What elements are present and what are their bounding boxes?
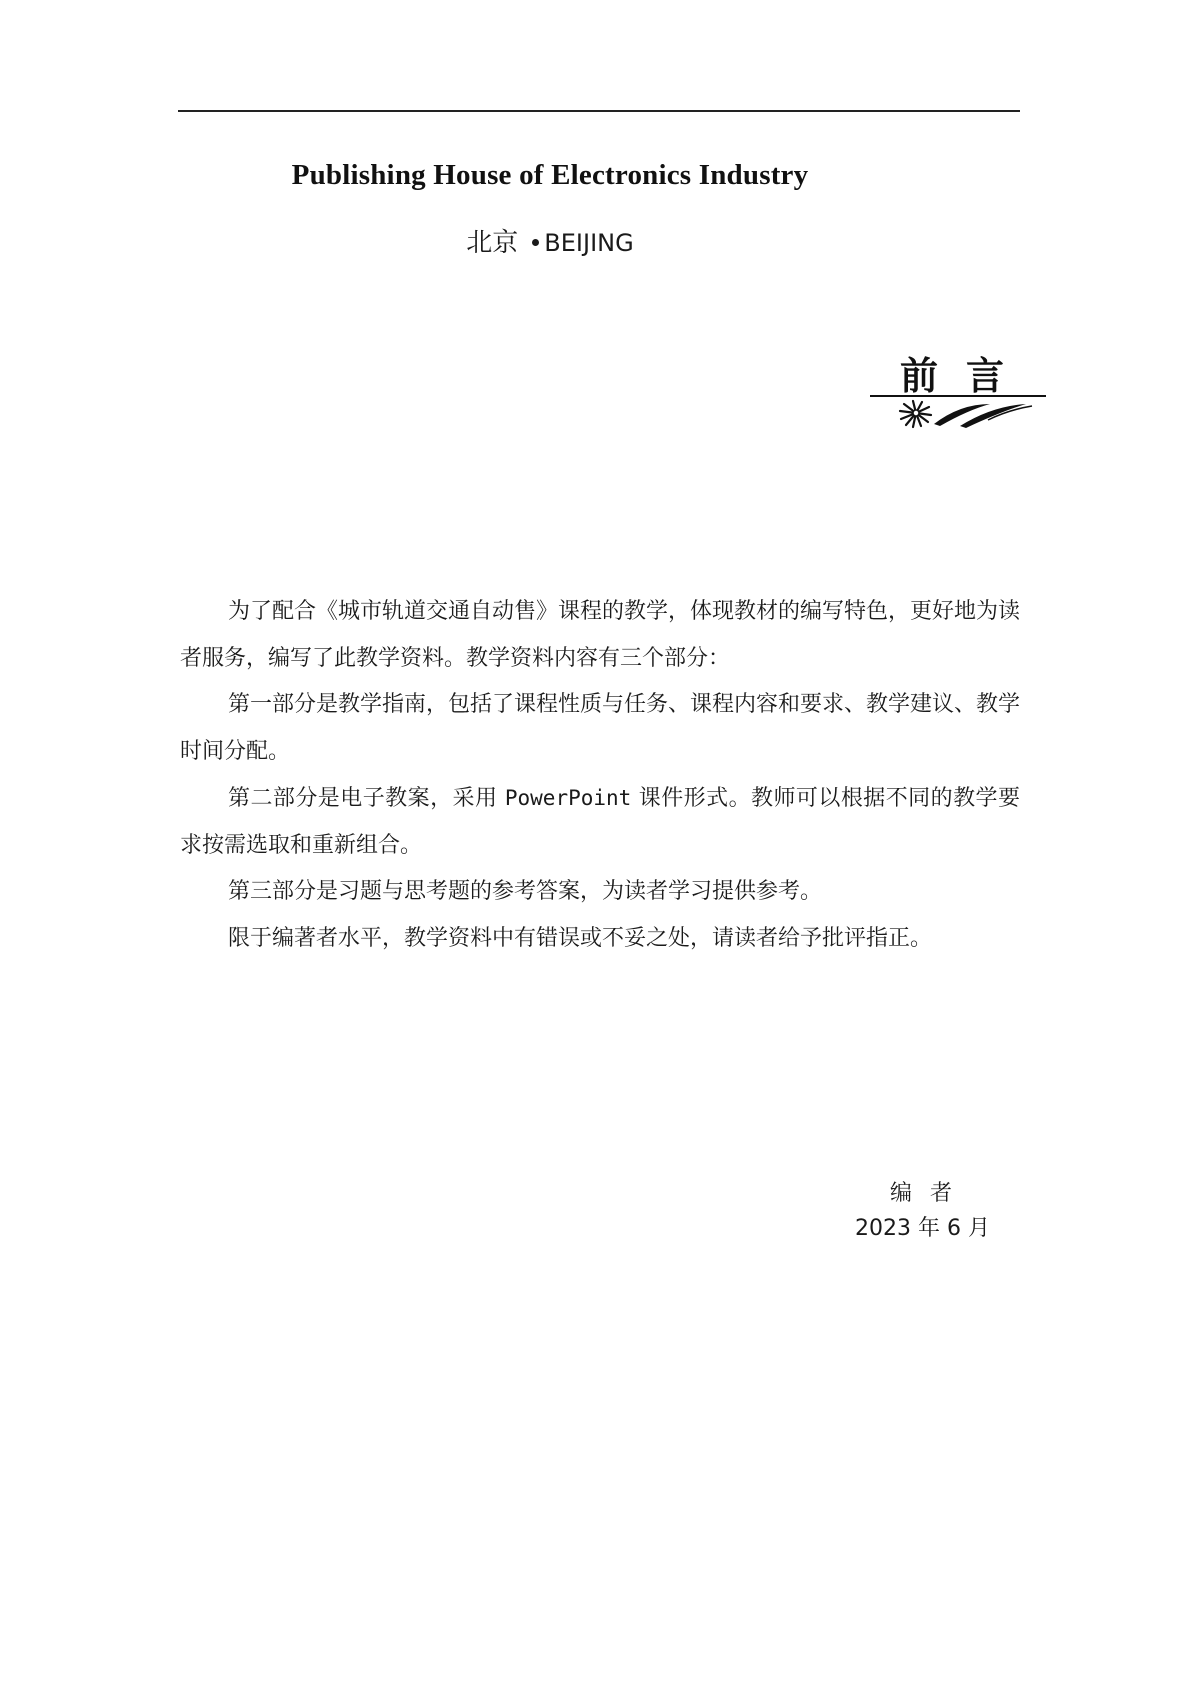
paragraph-part-two bbox=[180, 775, 1020, 869]
flower-ornament-icon bbox=[868, 390, 1048, 434]
preface-title: 前言 bbox=[900, 353, 1033, 398]
paragraph-intro: 为了配合《城市轨道交通自动售》课程的教学，体现教材的编写特色，更好地为读者服务，编写了此教学资料。教学资料内容有三个部分： bbox=[180, 599, 1021, 671]
signoff-date: 2023 年 6 月 bbox=[855, 1216, 990, 1241]
paragraph-part-one: 第一部分是教学指南，包括了课程性质与任务、课程内容和要求、教学建议、教学时间分配。 bbox=[180, 692, 1021, 764]
top-rule bbox=[178, 110, 1020, 112]
part-two-text-end: 课件形式。教师可以根据不同的教学要求按需选取和重新组合。 bbox=[180, 786, 1020, 858]
part-two-text-start: 第二部分是电子教案，采用 bbox=[228, 786, 505, 811]
city-english: BEIJING bbox=[544, 229, 634, 257]
preface-body bbox=[180, 589, 1020, 962]
city-chinese: 北京 bbox=[466, 228, 519, 258]
publisher-city bbox=[0, 222, 1100, 259]
publisher-name: Publishing House of Electronics Industry bbox=[291, 159, 809, 191]
paragraph-part-three: 第三部分是习题与思考题的参考答案，为读者学习提供参考。 bbox=[228, 879, 823, 904]
author-signoff: 编者 bbox=[889, 1181, 970, 1206]
bullet-dot-icon bbox=[532, 239, 539, 246]
powerpoint-term: PowerPoint bbox=[504, 786, 632, 810]
paragraph-closing: 限于编著者水平，教学资料中有错误或不妥之处，请读者给予批评指正。 bbox=[228, 925, 933, 951]
